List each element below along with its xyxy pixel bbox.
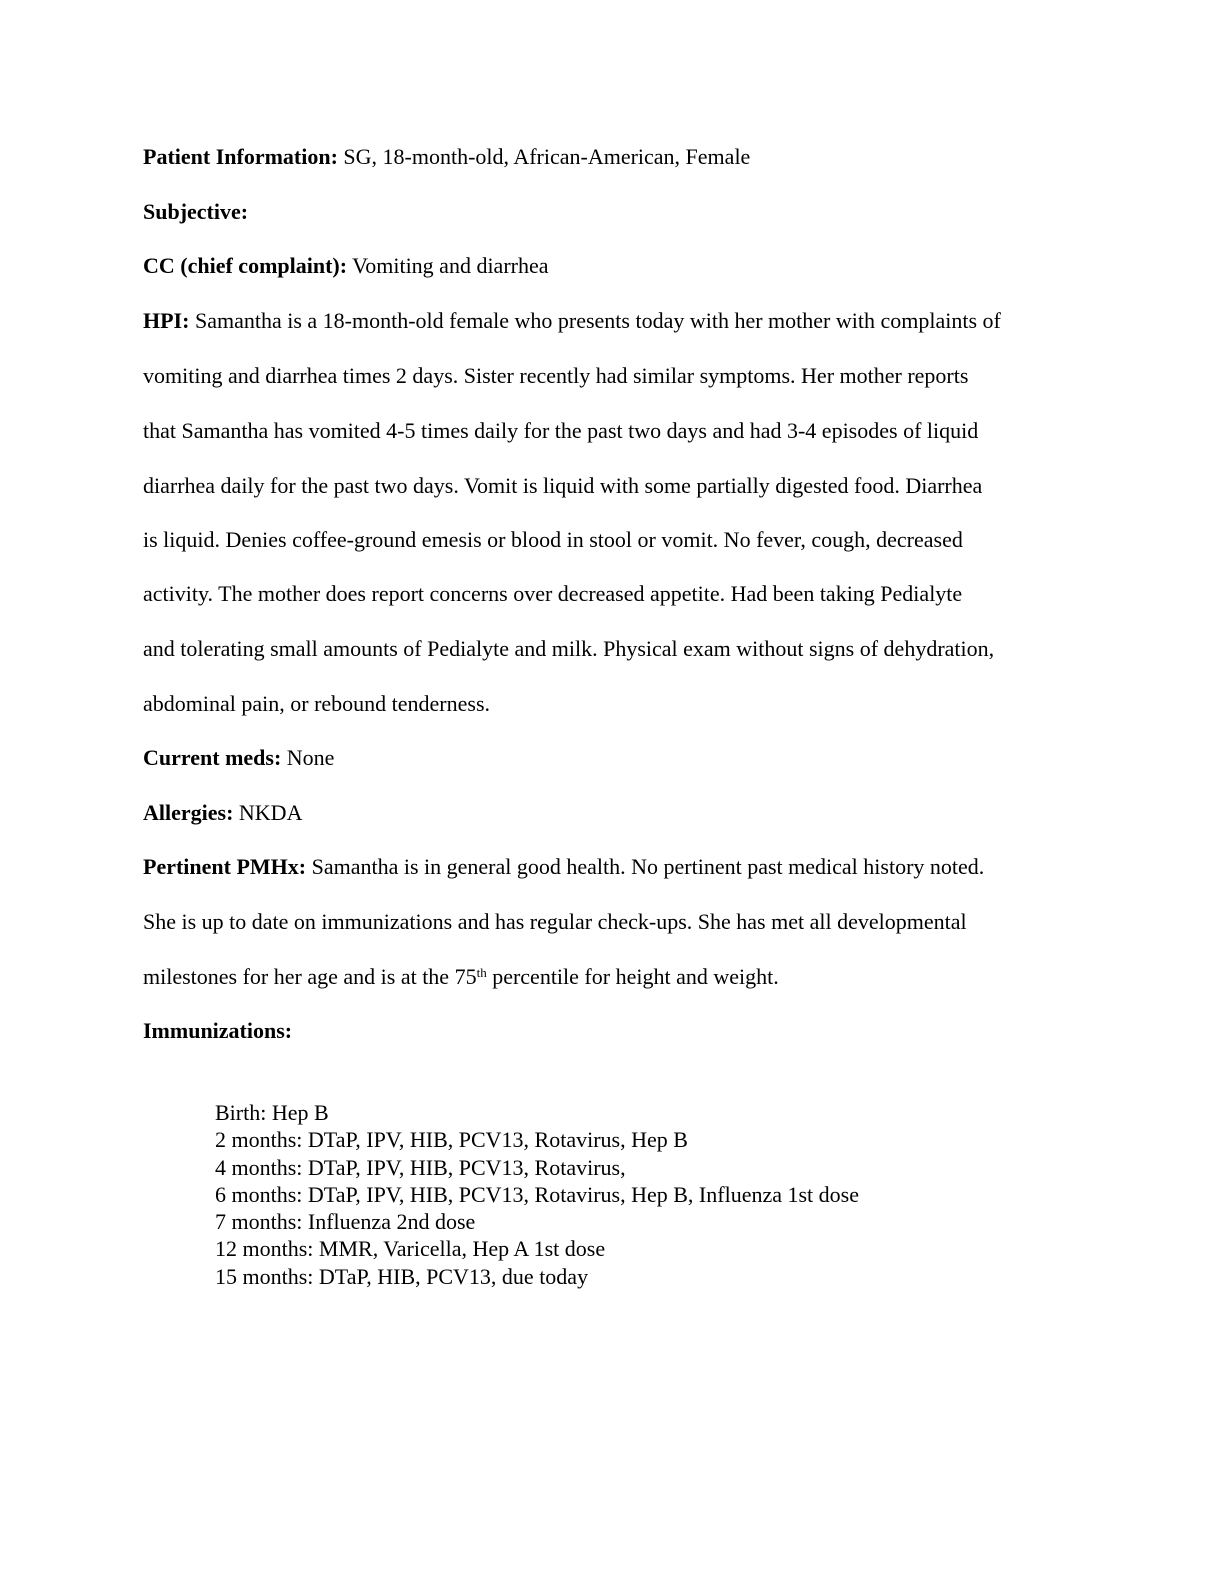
hpi-label: HPI:: [143, 308, 190, 333]
hpi-line-5: is liquid. Denies coffee-ground emesis or blood in stool or vomit. No fever, cough, decreased: [143, 527, 963, 552]
immunization-item: 6 months: DTaP, IPV, HIB, PCV13, Rotavirus, Hep B, Influenza 1st dose: [215, 1181, 859, 1207]
current-meds-label: Current meds:: [143, 745, 282, 770]
current-meds-value: None: [281, 745, 335, 770]
chief-complaint-line: [143, 253, 549, 279]
hpi-line-2: vomiting and diarrhea times 2 days. Sister recently had similar symptoms. Her mother reports: [143, 363, 969, 388]
immunizations-label: Immunizations:: [143, 1018, 293, 1043]
immunization-item: 12 months: MMR, Varicella, Hep A 1st dose: [215, 1236, 606, 1262]
subjective-heading: [143, 199, 248, 225]
immunization-item: 7 months: Influenza 2nd dose: [215, 1209, 476, 1235]
patient-information-value: SG, 18-month-old, African-American, Female: [337, 144, 751, 169]
allergies-value: NKDA: [233, 800, 303, 825]
immunization-item: 2 months: DTaP, IPV, HIB, PCV13, Rotavirus, Hep B: [215, 1127, 688, 1153]
immunization-item: 4 months: DTaP, IPV, HIB, PCV13, Rotavirus,: [215, 1154, 626, 1180]
allergies-line: [143, 800, 302, 826]
hpi-text: Samantha is a 18-month-old female who presents today with her mother with complaints of: [189, 308, 1001, 333]
hpi-line-7: and tolerating small amounts of Pedialyte and milk. Physical exam without signs of dehydration,: [143, 636, 995, 661]
patient-information-line: [143, 144, 750, 170]
immunization-item: Birth: Hep B: [215, 1100, 329, 1125]
pmhx-line-1: [143, 854, 984, 880]
pmhx-line-3-end: percentile for height and weight.: [486, 964, 779, 989]
hpi-line-4: diarrhea daily for the past two days. Vomit is liquid with some partially digested food. Diarrhea: [143, 473, 983, 498]
percentile-ordinal-suffix: th: [476, 964, 487, 980]
immunization-list: [215, 1099, 859, 1290]
pmhx-line-2: She is up to date on immunizations and has regular check-ups. She has met all developmental: [143, 909, 967, 934]
pmhx-line-3: [143, 964, 779, 990]
immunizations-heading: [143, 1018, 292, 1044]
patient-information-label: Patient Information:: [143, 144, 338, 169]
hpi-line-3: that Samantha has vomited 4-5 times daily for the past two days and had 3-4 episodes of liquid: [143, 418, 979, 443]
chief-complaint-value: Vomiting and diarrhea: [347, 253, 549, 278]
pmhx-text: Samantha is in general good health. No pertinent past medical history noted.: [306, 854, 985, 879]
chief-complaint-label: CC (chief complaint):: [143, 253, 348, 278]
subjective-label: Subjective:: [143, 199, 249, 224]
pmhx-line-3-start: milestones for her age and is at the 75: [143, 964, 477, 989]
hpi-line-6: activity. The mother does report concerns over decreased appetite. Had been taking Pedialyte: [143, 581, 963, 606]
immunization-item: 15 months: DTaP, HIB, PCV13, due today: [215, 1263, 589, 1289]
pmhx-label: Pertinent PMHx:: [143, 854, 307, 879]
hpi-line-1: [143, 308, 1001, 334]
allergies-label: Allergies:: [143, 800, 234, 825]
hpi-line-8: abdominal pain, or rebound tenderness.: [143, 691, 491, 716]
current-meds-line: [143, 745, 334, 771]
